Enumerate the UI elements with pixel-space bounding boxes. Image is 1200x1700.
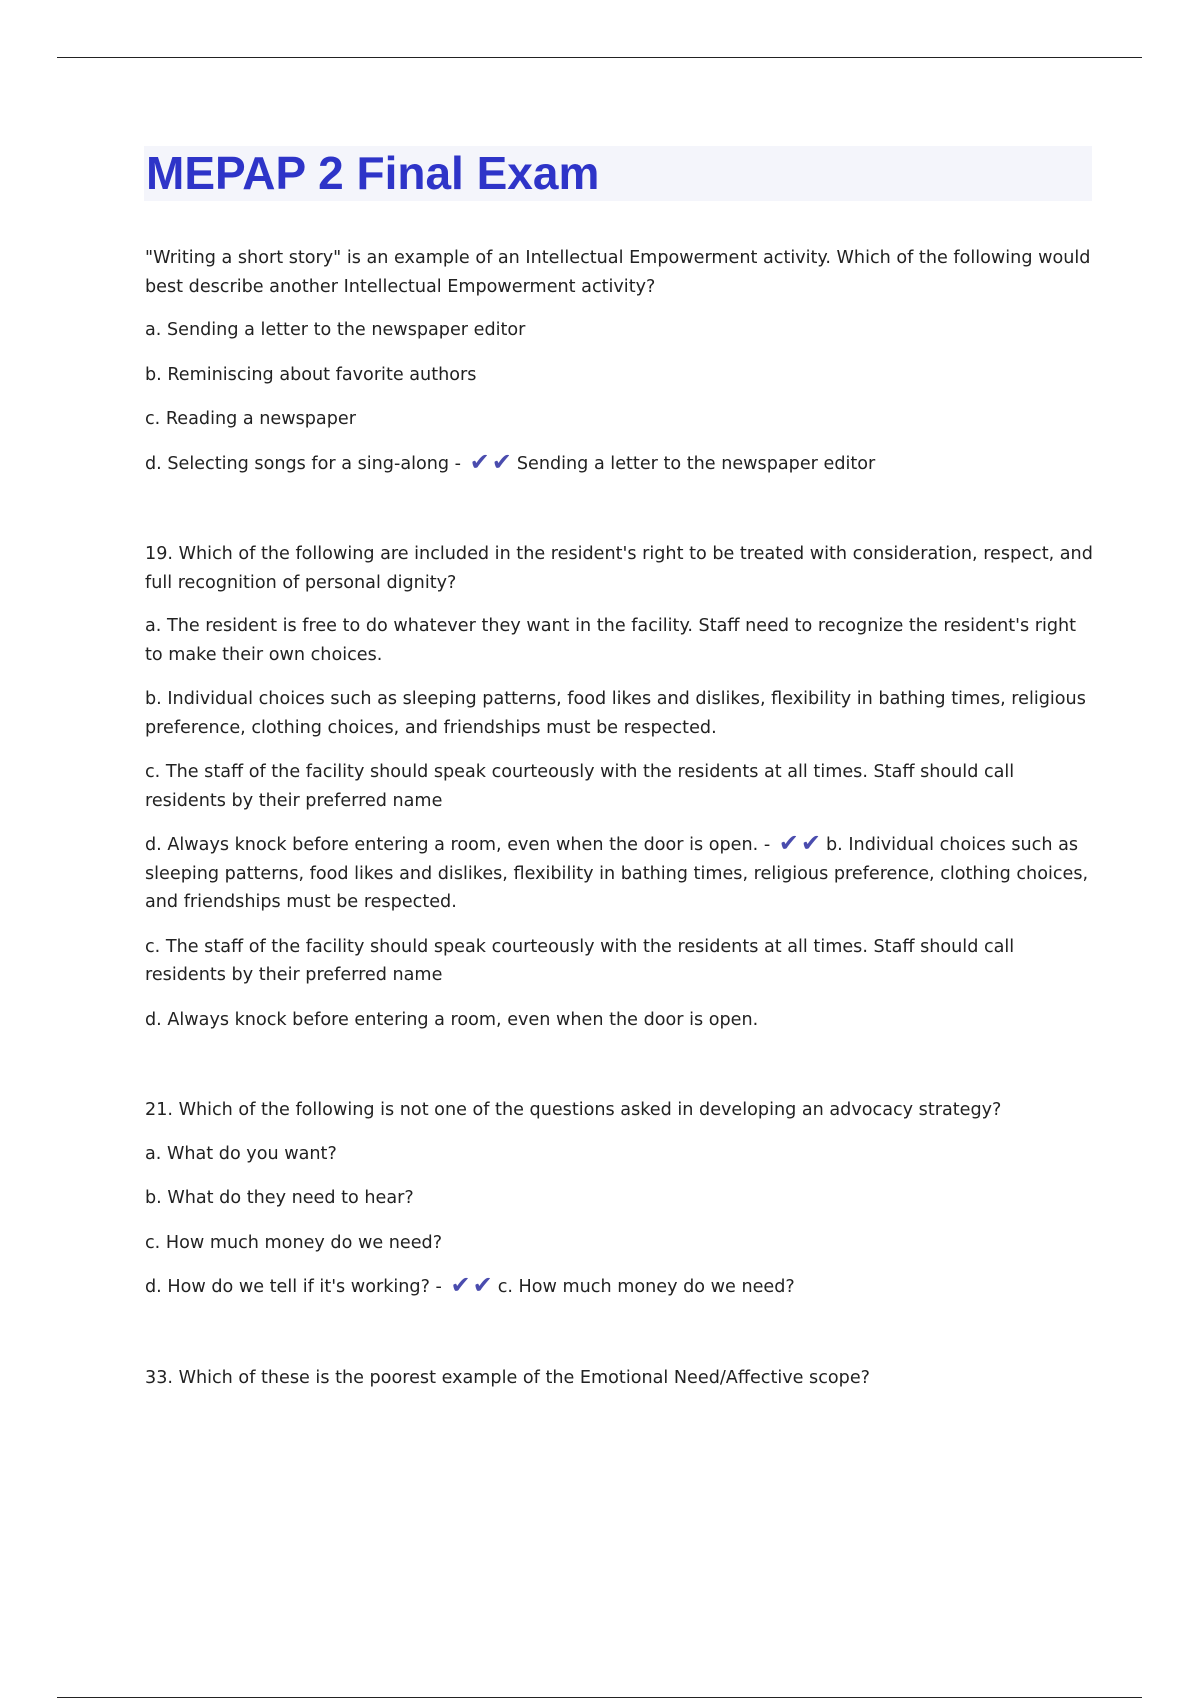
question-block-21 <box>145 1096 1095 1302</box>
answer-option: b. What do they need to hear? <box>145 1188 414 1208</box>
check-icon: ✔ <box>778 829 799 857</box>
check-icon: ✔ <box>450 1271 471 1299</box>
answer-option: c. The staff of the facility should speak courteously with the residents at all times. Staff should call residents by their preferred name <box>145 762 1015 811</box>
correct-answer-marks <box>772 829 822 857</box>
question-prompt: 21. Which of the following is not one of the questions asked in developing an advocacy strategy? <box>145 1100 1002 1120</box>
question-block-1 <box>145 244 1095 478</box>
correct-answer-extra: c. The staff of the facility should speak courteously with the residents at all times. Staff should call residents by their preferred name <box>145 936 1015 985</box>
bottom-rule <box>57 1697 1142 1698</box>
correct-answer-marks <box>444 1271 494 1299</box>
answer-option: a. What do you want? <box>145 1143 337 1164</box>
answer-option-text: d. How do we tell if it's working? - <box>145 1277 442 1297</box>
answer-option: b. Individual choices such as sleeping patterns, food likes and dislikes, flexibility in bathing times, religious preference, clothing choices, and friendships must be respected. <box>145 689 1086 738</box>
answer-option: a. The resident is free to do whatever they want in the facility. Staff need to recognize the resident's right to make their own choices. <box>145 616 1077 665</box>
question-prompt: 19. Which of the following are included in the resident's right to be treated with consideration, respect, and full recognition of personal dignity? <box>145 544 1093 593</box>
answer-option-with-key <box>145 1273 1095 1302</box>
exam-content <box>145 244 1095 1407</box>
check-icon: ✔ <box>491 447 512 476</box>
answer-option-with-key <box>145 831 1095 917</box>
answer-option: c. How much money do we need? <box>145 1232 443 1253</box>
answer-option-text: d. Always knock before entering a room, even when the door is open. - <box>145 835 771 855</box>
question-block-19 <box>145 540 1095 1034</box>
check-icon: ✔ <box>472 1271 493 1299</box>
correct-answer-text: Sending a letter to the newspaper editor <box>516 453 876 474</box>
check-icon: ✔ <box>800 829 821 857</box>
correct-answer-marks <box>463 447 513 476</box>
top-rule <box>57 57 1142 58</box>
check-icon: ✔ <box>469 447 490 476</box>
answer-option: b. Reminiscing about favorite authors <box>145 364 477 385</box>
answer-option: c. Reading a newspaper <box>145 409 356 429</box>
answer-option-text: d. Selecting songs for a sing-along - <box>145 453 462 474</box>
document-title: MEPAP 2 Final Exam <box>146 147 600 199</box>
question-prompt: "Writing a short story" is an example of an Intellectual Empowerment activity. Which of the following would best describe another Intellectual Empowerment activity? <box>145 248 1091 297</box>
answer-option: a. Sending a letter to the newspaper editor <box>145 320 526 340</box>
correct-answer-text: c. How much money do we need? <box>497 1277 795 1297</box>
correct-answer-extra: d. Always knock before entering a room, even when the door is open. <box>145 1009 759 1030</box>
correct-answer-text: b. Individual choices such as sleeping patterns, food likes and dislikes, flexibility in bathing times, religious preference, clothing choices, and friendships must be respected. <box>145 835 1089 912</box>
answer-option-with-key <box>145 447 1095 479</box>
question-block-33 <box>145 1364 1095 1393</box>
question-prompt: 33. Which of these is the poorest example of the Emotional Need/Affective scope? <box>145 1367 870 1388</box>
